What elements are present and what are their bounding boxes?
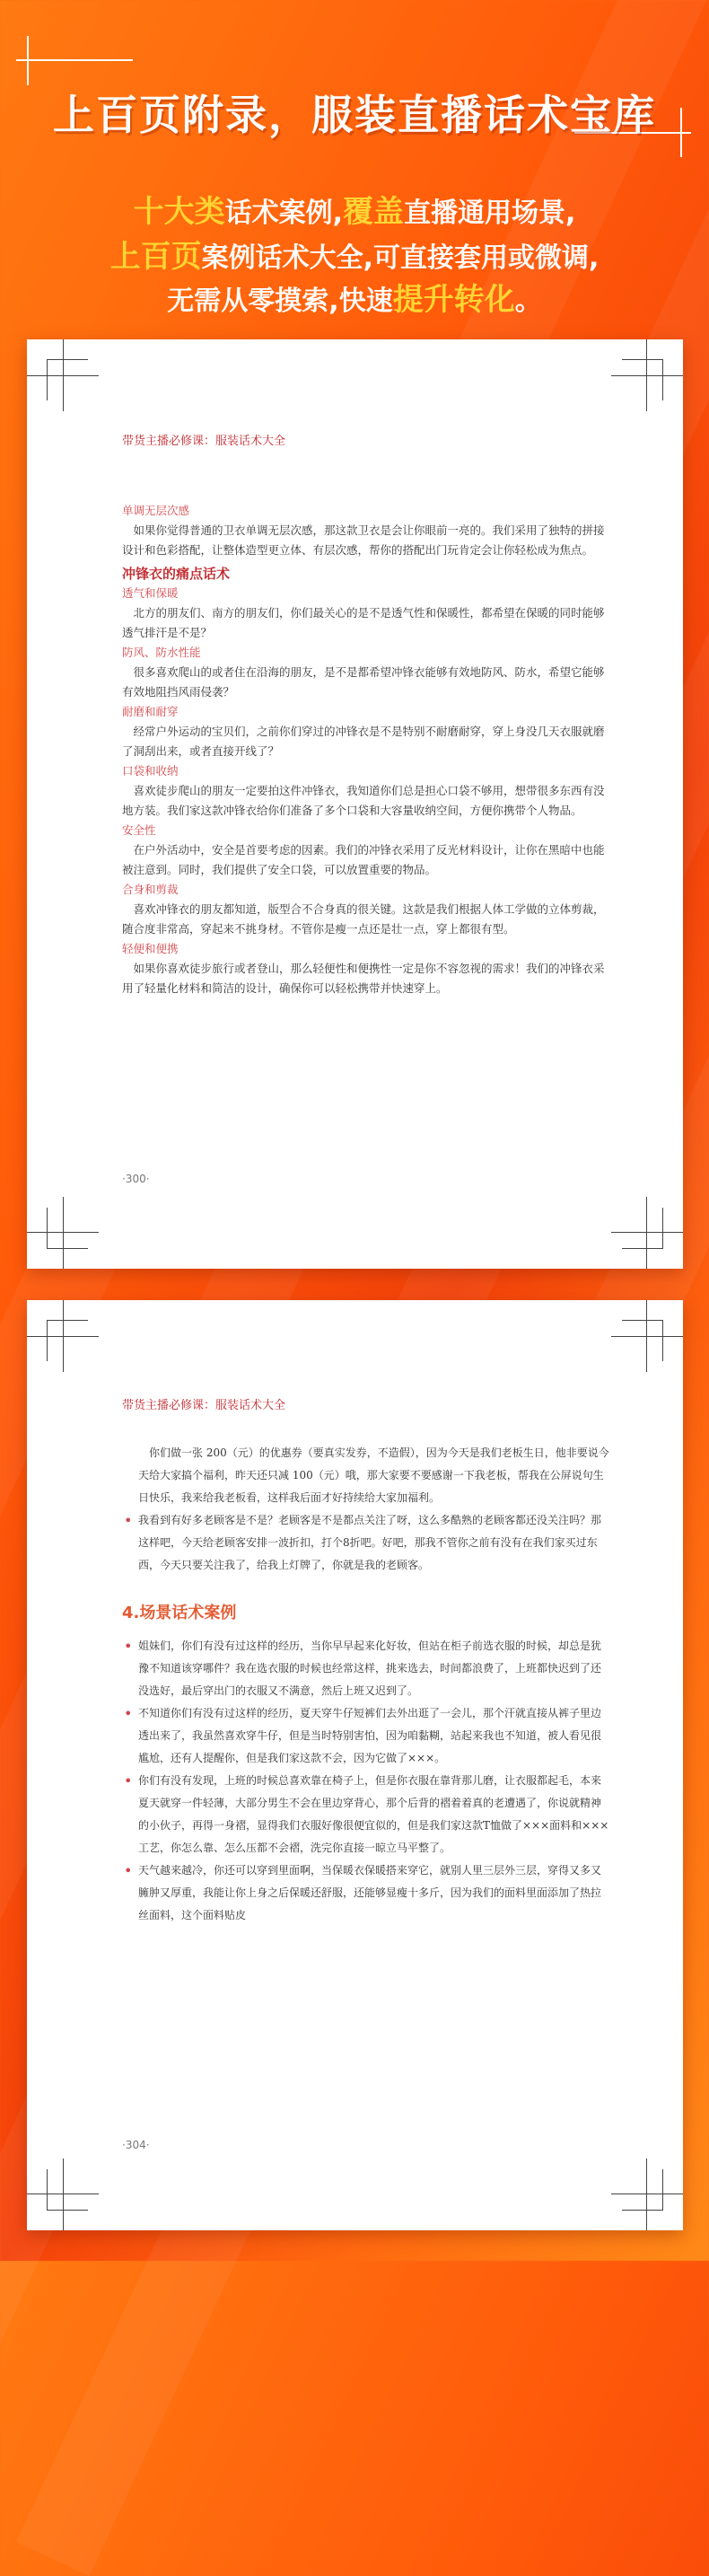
sub-label: 安全性	[122, 823, 156, 837]
hero-highlight: 提升转化	[392, 282, 515, 318]
bullet-item: • 天气越来越冷，你还可以穿到里面啊，当保暖衣保暖搭来穿它，就别人里三层外三层，穿得又多又臃肿又厚重，我能让你上身之后保暖还舒服，还能够显瘦十多斤，因为我们的面料里面添加了热拉丝面料，这个面料贴皮	[122, 1859, 611, 1927]
section-heading: 冲锋衣的痛点话术	[122, 566, 231, 582]
crop-mark	[611, 375, 683, 376]
crop-mark	[47, 1208, 88, 1249]
sub-label: 防风、防水性能	[122, 646, 201, 659]
hero-text: 。	[514, 286, 542, 317]
paragraph: 喜欢冲锋衣的朋友都知道，版型合不合身真的很关键。这款是我们根据人体工学做的立体剪裁，随合度非常高，穿起来不挑身材。不管你是瘦一点还是壮一点，穿上都很有型。	[122, 902, 605, 936]
bullet-item: • 你们有没有发现，上班的时候总喜欢靠在椅子上，但是你衣服在靠背那儿磨，让衣服都起毛，本来夏天就穿一件轻薄，大部分男生不会在里边穿背心，那个后背的褶着着真的老遭遇了，你说就精神的小伙子，再得一身褶，显得我们衣服好像很便宜似的，但是我们家这款T恤做了×××面料和×××工艺，你怎么靠、怎么压都不会褶，洗完你直接一晾立马平整了。	[122, 1770, 611, 1859]
running-head: 带货主播必修课：服装话术大全	[122, 1399, 286, 1412]
crop-mark	[646, 2158, 647, 2230]
page-number: ·300·	[122, 1173, 150, 1185]
bullet-item: • 我看到有好多老顾客是不是？老顾客是不是都点关注了呀，这么多酷熟的老顾客都还没关注吗？那这样吧，今天给老顾客安排一波折扣，打个8折吧。好吧，那我不管你之前有没有在我们家买过东西，今天只要关注我了，给我上灯牌了，你就是我的老顾客。	[122, 1509, 611, 1577]
paragraph: 喜欢徒步爬山的朋友一定要拍这件冲锋衣，我知道你们总是担心口袋不够用，想带很多东西有没地方装。我们家这款冲锋衣给你们准备了多个口袋和大容量收纳空间，方便你携带个人物品。	[122, 784, 605, 817]
crop-mark	[622, 359, 663, 400]
hero-line-2	[0, 232, 709, 276]
sub-label: 轻便和便携	[122, 942, 179, 955]
section-heading: 4.场景话术案例	[122, 1604, 237, 1622]
sub-label: 口袋和收纳	[122, 764, 179, 778]
hero-highlight: 十大类	[133, 194, 225, 230]
book-page-300	[27, 339, 683, 1269]
crop-mark	[47, 1320, 88, 1361]
hero-text: 直播通用场景,	[404, 198, 576, 229]
hero-highlight: 上百页	[109, 239, 202, 275]
hero-text: 话术案例,	[224, 198, 343, 229]
crop-mark	[622, 1208, 663, 1249]
bullet-item: • 不知道你们有没有过这样的经历，夏天穿牛仔短裤们去外出逛了一会儿，那个汗就直接从裤子里边透出来了，我虽然喜欢穿牛仔，但是当时特别害怕，因为咱黏糊，站起来我也不知道，被人看见很尴尬，还有人提醒你，但是我们家这款不会，因为它做了×××。	[122, 1702, 611, 1770]
hero-text: 无需从零摸索,快速	[167, 286, 393, 317]
paragraph: 经常户外运动的宝贝们，之前你们穿过的冲锋衣是不是特别不耐磨耐穿，穿上身没几天衣服就磨了洞刮出来，或者直接开线了？	[122, 725, 605, 758]
frame-line	[16, 59, 133, 61]
page-body	[122, 501, 611, 998]
crop-mark	[47, 359, 88, 400]
paragraph: 在户外活动中，安全是首要考虑的因素。我们的冲锋衣采用了反光材料设计，让你在黑暗中也能被注意到。同时，我们提供了安全口袋，可以放置重要的物品。	[122, 843, 605, 876]
crop-mark	[63, 2158, 64, 2230]
sub-label: 透气和保暖	[122, 586, 179, 600]
crop-mark	[27, 1336, 99, 1337]
page-number: ·304·	[122, 2139, 150, 2151]
sub-label: 合身和剪裁	[122, 883, 179, 896]
crop-mark	[611, 1336, 683, 1337]
crop-mark	[611, 1232, 683, 1233]
crop-mark	[622, 1320, 663, 1361]
paragraph: 北方的朋友们、南方的朋友们，你们最关心的是不是透气性和保暖性，都希望在保暖的同时能够透气排汗是不是？	[122, 606, 605, 639]
crop-mark	[27, 375, 99, 376]
sub-label: 单调无层次感	[122, 504, 190, 517]
paragraph: 如果你喜欢徒步旅行或者登山，那么轻便性和便携性一定是你不容忽视的需求！我们的冲锋衣采用了轻量化材料和简洁的设计，确保你可以轻松携带并快速穿上。	[122, 962, 605, 995]
crop-mark	[47, 2169, 88, 2211]
crop-mark	[622, 2169, 663, 2211]
page-body	[122, 1442, 611, 1927]
crop-mark	[63, 1197, 64, 1269]
running-head: 带货主播必修课：服装话术大全	[122, 435, 286, 448]
paragraph: 你们做一张 200（元）的优惠券（要真实发券，不造假），因为今天是我们老板生日，他非要说今天给大家搞个福利，昨天还只减 100（元）哦，那大家要不要感谢一下我老板，帮我在公屏说句生日快乐，我来给我老板看，这样我后面才好持续给大家加福利。	[138, 1446, 609, 1504]
book-page-304	[27, 1300, 683, 2230]
hero-text: 案例话术大全,可直接套用或微调,	[201, 242, 600, 274]
sub-label: 耐磨和耐穿	[122, 705, 179, 718]
crop-mark	[646, 1197, 647, 1269]
hero-highlight: 覆盖	[343, 194, 404, 230]
hero-title: 上百页附录，服装直播话术宝库	[53, 91, 656, 139]
hero-line-1	[0, 187, 709, 231]
hero-line-3	[0, 275, 709, 319]
bullet-item: • 姐妹们，你们有没有过这样的经历，当你早早起来化好妆，但站在柜子前选衣服的时候，却总是犹豫不知道该穿哪件？我在选衣服的时候也经常这样，挑来选去，时间都浪费了，上班都快迟到了还没选好，最后穿出门的衣服又不满意，然后上班又迟到了。	[122, 1635, 611, 1702]
paragraph: 很多喜欢爬山的或者住在沿海的朋友，是不是都希望冲锋衣能够有效地防风、防水，希望它能够有效地阻挡风雨侵袭？	[122, 665, 605, 699]
paragraph: 如果你觉得普通的卫衣单调无层次感，那这款卫衣是会让你眼前一亮的。我们采用了独特的拼接设计和色彩搭配，让整体造型更立体、有层次感，帮你的搭配出门玩肯定会让你轻松成为焦点。	[122, 523, 605, 557]
crop-mark	[27, 1232, 99, 1233]
